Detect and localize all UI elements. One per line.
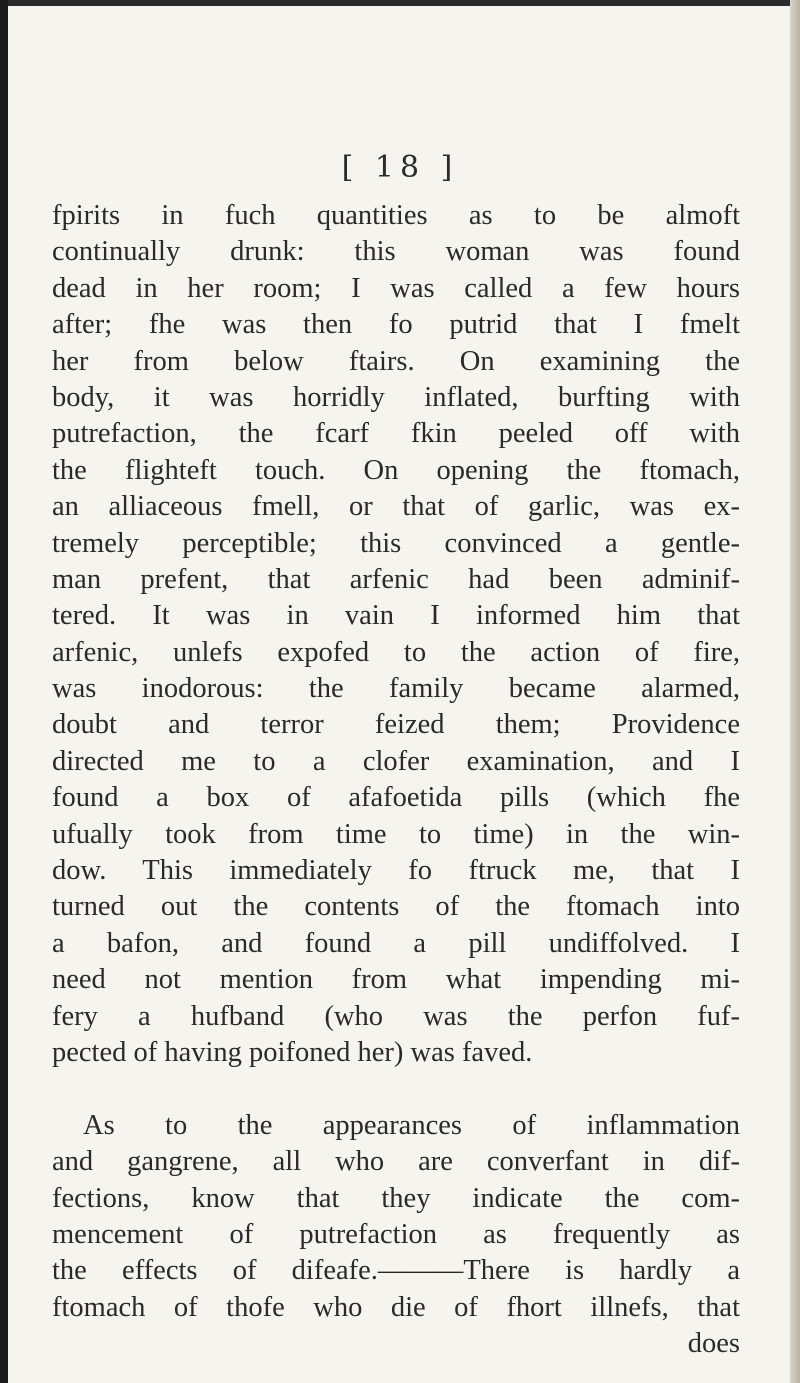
catchword: does <box>687 1328 740 1360</box>
text-line: fery a hufband (who was the perfon fuf- <box>52 1000 740 1032</box>
text-line: man prefent, that arfenic had been adminif- <box>52 563 740 595</box>
text-line: was inodorous: the family became alarmed, <box>52 673 740 705</box>
page-number-header: [ 18 ] <box>341 150 459 185</box>
text-line: arfenic, unlefs expofed to the action of fire, <box>52 636 740 668</box>
paragraph-gap <box>52 1071 740 1107</box>
text-line: ftomach of thofe who die of fhort illnefs, that <box>52 1291 740 1323</box>
text-line: directed me to a clofer examination, and I <box>52 745 740 777</box>
text-line: a bafon, and found a pill undiffolved. I <box>52 927 740 959</box>
text-line: need not mention from what impending mi- <box>52 964 740 996</box>
text-line: the effects of difeafe.———There is hardly a <box>52 1255 740 1287</box>
scan-left-edge <box>0 0 8 1383</box>
text-line: pected of having poifoned her) was faved. <box>52 1036 533 1068</box>
scan-right-edge <box>790 0 800 1383</box>
text-line: the flighteft touch. On opening the ftomach, <box>52 454 740 486</box>
text-line: found a box of afafoetida pills (which fhe <box>52 782 740 814</box>
text-line: tered. It was in vain I informed him that <box>52 600 740 632</box>
body-text <box>52 198 740 1363</box>
text-line: turned out the contents of the ftomach into <box>52 891 740 923</box>
text-line: ufually took from time to time) in the win- <box>52 818 740 850</box>
text-line: her from below ftairs. On examining the <box>52 345 740 377</box>
text-line: continually drunk: this woman was found <box>52 236 740 268</box>
text-line: after; fhe was then fo putrid that I fmelt <box>52 309 740 341</box>
text-line: putrefaction, the fcarf fkin peeled off with <box>52 418 740 450</box>
scan-top-edge <box>0 0 800 6</box>
text-line: tremely perceptible; this convinced a gentle- <box>52 527 740 559</box>
text-line: and gangrene, all who are converfant in dif- <box>52 1146 740 1178</box>
text-line: mencement of putrefaction as frequently as <box>52 1218 740 1250</box>
text-line: fpirits in fuch quantities as to be almoft <box>52 200 740 231</box>
text-line: dow. This immediately fo ftruck me, that I <box>52 855 740 887</box>
text-line: body, it was horridly inflated, burfting with <box>52 381 740 413</box>
text-line: doubt and terror feized them; Providence <box>52 709 740 741</box>
text-line: dead in her room; I was called a few hours <box>52 272 740 304</box>
text-line: fections, know that they indicate the com- <box>52 1182 740 1214</box>
text-line: an alliaceous fmell, or that of garlic, was ex- <box>52 491 740 523</box>
text-line: As to the appearances of inflammation <box>83 1109 740 1141</box>
